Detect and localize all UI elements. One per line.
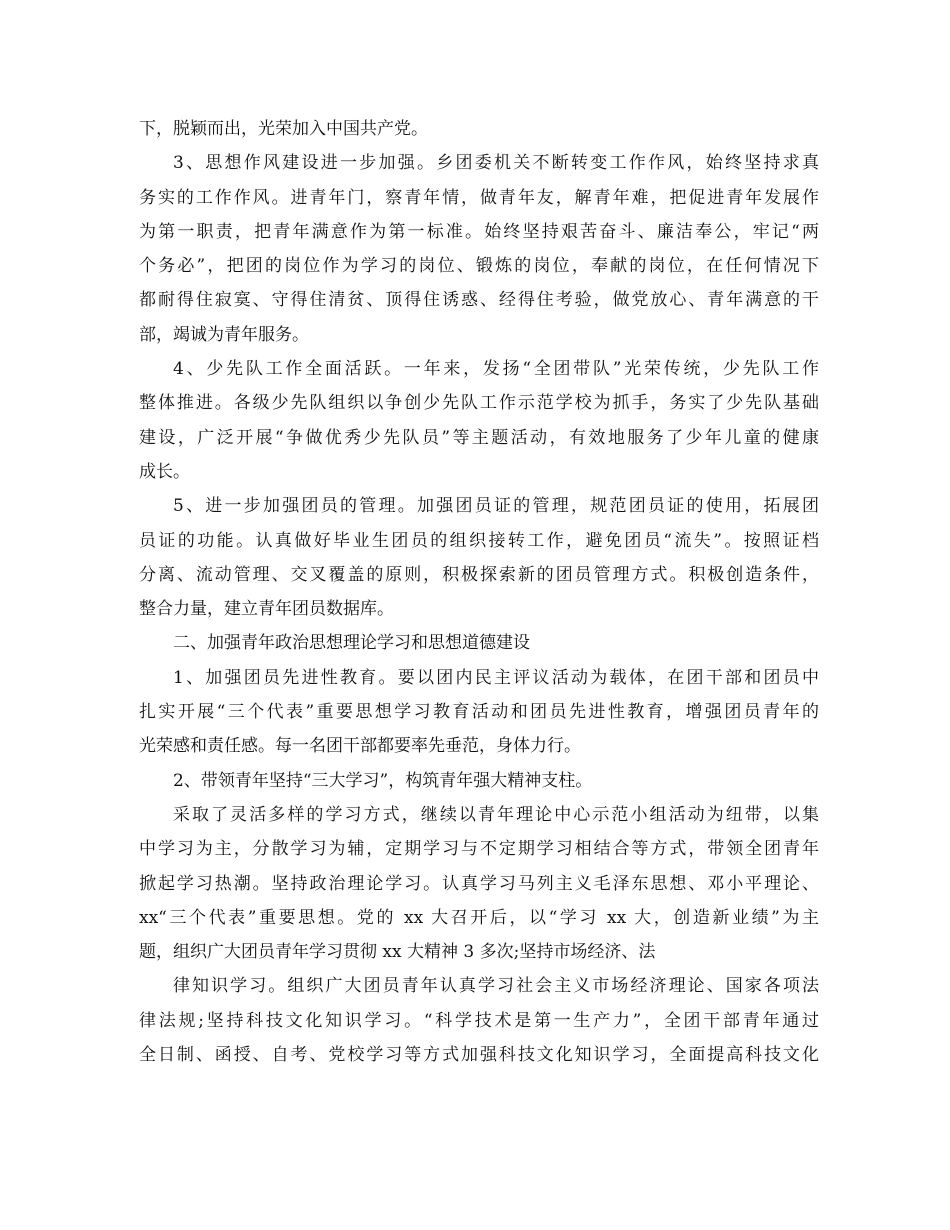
text-line: 个务必”，把团的岗位作为学习的岗位、锻炼的岗位，奉献的岗位，在任何情况下 xyxy=(139,256,819,277)
text-line: 务实的工作作风。进青年门，察青年情，做青年友，解青年难，把促进青年发展作 xyxy=(139,187,819,208)
text-line: 5、进一步加强团员的管理。加强团员证的管理，规范团员证的使用，拓展团 xyxy=(173,496,819,517)
text-line: 全日制、函授、自考、党校学习等方式加强科技文化知识学习，全面提高科技文化 xyxy=(139,1045,819,1066)
text-line: 二、加强青年政治思想理论学习和思想道德建设 xyxy=(173,633,530,654)
text-line: 部，竭诚为青年服务。 xyxy=(139,324,309,345)
text-line: 采取了灵活多样的学习方式，继续以青年理论中心示范小组活动为纽带，以集 xyxy=(173,804,819,825)
text-line: 整合力量，建立青年团员数据库。 xyxy=(139,599,394,620)
text-line: 掀起学习热潮。坚持政治理论学习。认真学习马列主义毛泽东思想、邓小平理论、 xyxy=(139,873,819,894)
text-line: 员证的功能。认真做好毕业生团员的组织接转工作，避免团员“流失”。按照证档 xyxy=(139,530,819,551)
text-line: 光荣感和责任感。每一名团干部都要率先垂范，身体力行。 xyxy=(139,736,581,757)
text-line: 3、思想作风建设进一步加强。乡团委机关不断转变工作作风，始终坚持求真 xyxy=(173,153,819,174)
text-line: 中学习为主，分散学习为辅，定期学习与不定期学习相结合等方式，带领全团青年 xyxy=(139,839,819,860)
text-line: 下，脱颖而出，光荣加入中国共产党。 xyxy=(139,119,428,139)
text-line: 律法规;坚持科技文化知识学习。“科学技术是第一生产力”，全团干部青年通过 xyxy=(139,1010,819,1031)
text-line: 题，组织广大团员青年学习贯彻 xx 大精神 3 多次;坚持市场经济、法 xyxy=(139,942,656,963)
text-line: 整体推进。各级少先队组织以争创少先队工作示范学校为抓手，务实了少先队基础 xyxy=(139,393,819,414)
text-line: 扎实开展“三个代表”重要思想学习教育活动和团员先进性教育，增强团员青年的 xyxy=(139,702,819,723)
text-line: 都耐得住寂寞、守得住清贫、顶得住诱惑、经得住考验，做党放心、青年满意的干 xyxy=(139,290,819,311)
document-body xyxy=(139,112,819,1072)
text-line: 律知识学习。组织广大团员青年认真学习社会主义市场经济理论、国家各项法 xyxy=(173,976,819,997)
text-line: 为第一职责，把青年满意作为第一标准。始终坚持艰苦奋斗、廉洁奉公，牢记“两 xyxy=(139,221,819,242)
text-line: 建设，广泛开展“争做优秀少先队员”等主题活动，有效地服务了少年儿童的健康 xyxy=(139,427,819,448)
text-line: 分离、流动管理、交叉覆盖的原则，积极探索新的团员管理方式。积极创造条件， xyxy=(139,564,819,585)
text-line: 4、少先队工作全面活跃。一年来，发扬“全团带队”光荣传统，少先队工作 xyxy=(173,359,819,380)
text-line: 1、加强团员先进性教育。要以团内民主评议活动为载体，在团干部和团员中 xyxy=(173,667,819,688)
text-line: xx“三个代表”重要思想。党的 xx 大召开后，以“学习 xx 大，创造新业绩”为主 xyxy=(139,907,819,928)
text-line: 成长。 xyxy=(139,461,190,482)
text-line: 2、带领青年坚持“三大学习”，构筑青年强大精神支柱。 xyxy=(173,770,593,791)
